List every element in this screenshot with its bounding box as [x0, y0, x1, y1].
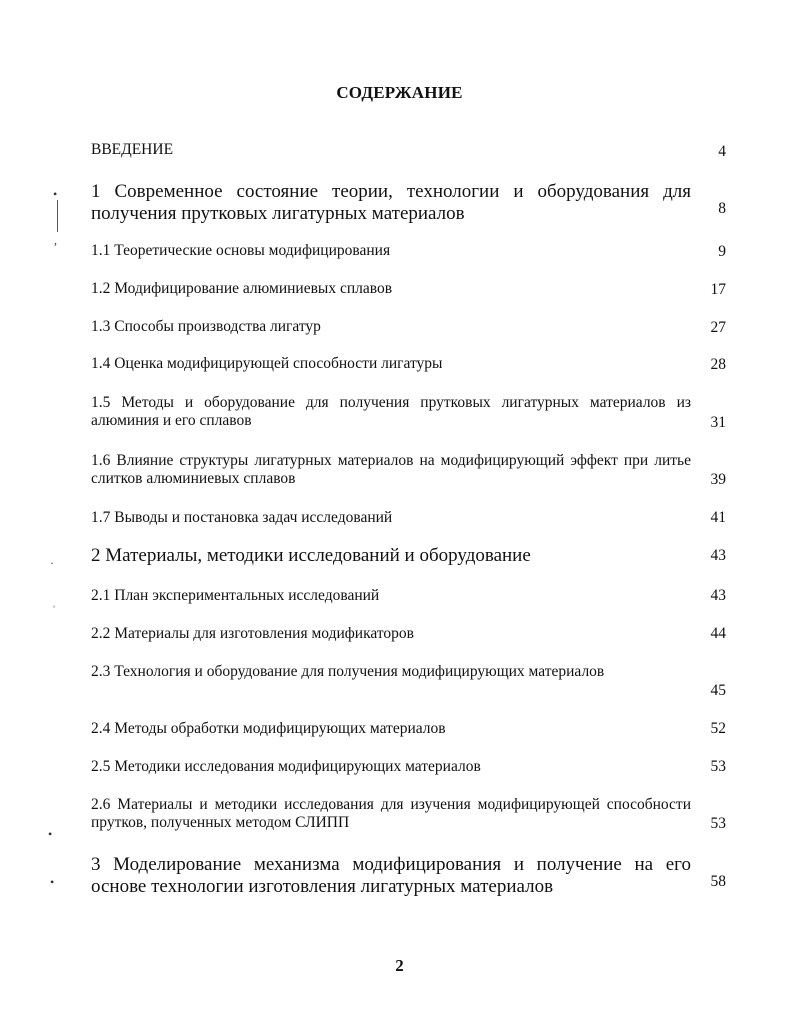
toc-entry-1-5: 1.5 Методы и оборудование для получения прутковых лигатурных материалов из алюминия и его сплавов [91, 394, 691, 429]
scan-speck: • [50, 875, 55, 889]
toc-entry-1-2: 1.2 Модифицирование алюминиевых сплавов [91, 280, 393, 297]
scan-speck: • [48, 827, 53, 841]
toc-entry-chapter-2: 2 Материалы, методики исследований и оборудование [91, 545, 531, 566]
toc-page-1-5: 31 [710, 414, 726, 431]
toc-entry-2-1: 2.1 План экспериментальных исследований [91, 587, 380, 604]
scan-speck: ˌ [52, 594, 56, 608]
toc-entry-1-6: 1.6 Влияние структуры лигатурных материалов на модифицирующий эффект при литье слитков алюминиевых сплавов [91, 452, 691, 487]
toc-entry-1-1: 1.1 Теоретические основы модифицирования [91, 242, 391, 259]
toc-page-1-2: 17 [710, 281, 726, 298]
toc-page-2-4: 52 [710, 720, 726, 737]
toc-page-2-2: 44 [710, 625, 726, 642]
toc-page-2-1: 43 [710, 587, 726, 604]
toc-page-chapter-2: 43 [710, 547, 726, 564]
toc-page-2-6: 53 [710, 815, 726, 832]
toc-page-chapter-1: 8 [718, 200, 726, 217]
toc-page-2-3: 45 [710, 682, 726, 699]
toc-entry-chapter-3: 3 Моделирование механизма модифицирования и получение на его основе технологии изготовления лигатурных материалов [91, 854, 691, 897]
toc-page-chapter-3: 58 [710, 873, 726, 890]
toc-entry-1-3: 1.3 Способы производства лигатур [91, 318, 321, 335]
toc-page-1-3: 27 [710, 319, 726, 336]
toc-entry-2-4: 2.4 Методы обработки модифицирующих материалов [91, 720, 446, 737]
scan-speck: • [53, 187, 58, 201]
toc-entry-2-6: 2.6 Материалы и методики исследования для изучения модифицирующей способности прутков, полученных методом СЛИПП [91, 796, 691, 831]
toc-entry-2-5: 2.5 Методики исследования модифицирующих материалов [91, 758, 481, 775]
toc-entry-introduction: ВВЕДЕНИЕ [91, 141, 174, 158]
toc-entry-2-3: 2.3 Технология и оборудование для получения модифицирующих материалов [91, 663, 605, 680]
toc-entry-1-7: 1.7 Выводы и постановка задач исследований [91, 509, 393, 526]
toc-entry-chapter-1: 1 Современное состояние теории, технологии и оборудования для получения прутковых лигатурных материалов [91, 181, 691, 224]
page-number: 2 [395, 956, 404, 975]
toc-page-1-7: 41 [710, 509, 726, 526]
toc-page-2-5: 53 [710, 758, 726, 775]
toc-entry-2-2: 2.2 Материалы для изготовления модификаторов [91, 625, 414, 642]
toc-page-1-6: 39 [710, 471, 726, 488]
scan-line [57, 200, 58, 232]
page-title: СОДЕРЖАНИЕ [336, 83, 463, 102]
scan-speck: · [50, 556, 54, 570]
toc-entry-1-4: 1.4 Оценка модифицирующей способности лигатуры [91, 355, 443, 372]
toc-page-1-1: 9 [718, 243, 726, 260]
toc-page-introduction: 4 [718, 143, 726, 160]
toc-page-1-4: 28 [710, 356, 726, 373]
scan-speck: , [54, 233, 57, 247]
